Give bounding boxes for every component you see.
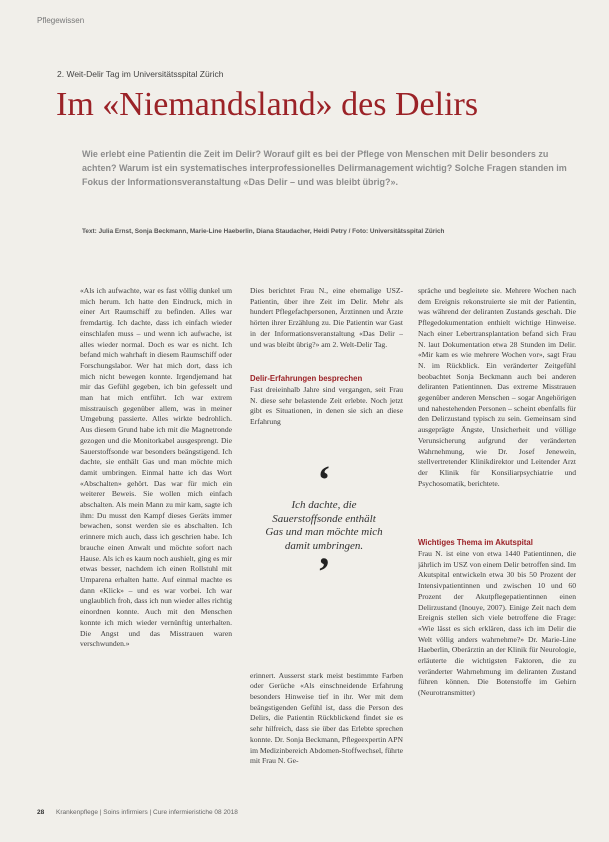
article-credits: Text: Julia Ernst, Sonja Beckmann, Marie-Line Haeberlin, Diana Staudacher, Heidi Petry / Foto: Universitätsspital Zürich: [82, 228, 445, 235]
section-subhead: Delir-Erfahrungen besprechen: [250, 374, 363, 383]
section-subhead: Wichtiges Thema im Akutspital: [418, 538, 533, 547]
page-number: 28: [37, 809, 45, 816]
article-kicker: 2. Weit-Delir Tag im Universitätsspital Zürich: [57, 69, 224, 79]
body-paragraph: spräche und begleitete sie. Mehrere Wochen nach dem Ereignis rekonstruierte sie mit der Patientin, was während der deliranten Zustands geschah. Die Pflegedokumentation enthielt wichtige Hinweise. Nach einer Lebertransplantation befand sich Frau N. laut Dokumentation etwa 28 Stunden im Delir. «Mir kam es wie mehrere Wochen vor», sagt Frau N. im Rückblick. Ein veränderter Zeitgefühl beobachtet Sonja Beckmann auch bei anderen deliranten Patientinnen. Das extreme Misstrauen gegenüber anderen Menschen – sogar Angehörigen und nahestehenden Personen – scheint ebenfalls für den Delirzustand typisch zu sein. Gemeinsam sind ausgeprägte Ängste, Unsicherheit und völlige Verunsicherung aufgrund der veränderten Wahrnehmung, wie Dr. Josef Jenewein, stellvertretender Klinikdirektor und Leitender Arzt der Klinik für Konsiliarpsychiatrie und Psychosomatik, berichtete.: [418, 286, 576, 488]
body-paragraph: Fast dreieinhalb Jahre sind vergangen, seit Frau N. diese sehr belastende Zeit erlebte. Noch jetzt gibt es Situationen, in denen sie sich an diese Erfahrung: [250, 385, 403, 427]
body-paragraph: Dies berichtet Frau N., eine ehemalige USZ-Patientin, über ihre Zeit im Delir. Mehr als hundert Pflegefachpersonen, Ärztinnen und Ärzte hörten ihrer Erzählung zu. Die Patientin war Gast in der Informationsveranstaltung «Das Delir – und was bleibt übrig?» am 2. Welt-Delir Tag.: [250, 286, 403, 349]
body-column-3: [418, 286, 576, 786]
close-quote-icon: ’: [317, 549, 331, 594]
article-lead: Wie erlebt eine Patientin die Zeit im Delir? Worauf gilt es bei der Pflege von Menschen mit Delir besonders zu achten? Warum ist ein systematisches interprofessionelles Delirmanagement wichtig? Solche Fragen standen im Fokus der Informationsveranstaltung «Das Delir – und was bleibt übrig?».: [82, 149, 567, 187]
open-quote-icon: ‘: [317, 457, 331, 502]
pull-quote-text: Ich dachte, die Sauerstoffsonde enthält Gas und man möchte mich damit umbringen.: [265, 499, 383, 552]
body-column-1: [80, 286, 232, 786]
pull-quote: [262, 457, 386, 594]
body-paragraph: erinnert. Ausserst stark meist bestimmte Farben oder Gerüche «Als einschneidende Erfahrung besonders Hinweise tief in ihr. Wer mit dem beängstigenden Gefühl ist, dass die Person des Delirs, die Patientin Rückblickend findet sie es sehr hilfreich, dass sie über das Erlebte sprechen konnte. Dr. Sonja Beckmann, Pflegeexpertin APN im Medizinbereich Abdomen-Stoffwechsel, führte mit Frau N. Ge-: [250, 670, 403, 766]
body-paragraph: Frau N. ist eine von etwa 1440 Patientinnen, die jährlich im USZ von einem Delir betroffen sind. Im Akutspital entwickeln etwa 30 bis 50 Prozent der Intensivpatientinnen und zwischen 10 und 60 Prozent der Akutpflegepatientinnen einen Delirzustand (Inouye, 2007). Einige Zeit nach dem Ereignis stellen sich viele betroffene die Frage: «Wie lässt es sich erklären, dass ich im Delir die Welt völlig anders wahrnehme?» Dr. Marie-Line Haeberlin, Oberärztin an der Klinik für Neurologie, erläuterte die wichtigsten Faktoren, die zu veränderter Wahrnehmung im deliranten Zustand führen können. Die Botenstoffe im Gehirn (Neurotransmitter): [418, 549, 576, 698]
body-paragraph: «Als ich aufwachte, war es fast völlig dunkel um mich herum. Ich hatte den Eindruck, mich in einer Art Raumschiff zu befinden. Alles war fremdartig. Ich dachte, dass ich einfach wieder einschlafen muss – und wenn ich aufwache, ist alles wieder normal. Doch es war es nicht. Ich befand mich wahrhaft in diesem Raumschiff oder Forschungslabor. Wer hat mich dort, dass ich mich nicht bewegen konnte. Irgendjemand hat mir das Gefühl gegeben, ich bin gefesselt und man hat mich entführt. Ich war extrem misstrauisch gegenüber allem, was in meiner Umgebung passierte. Alles wirkte bedrohlich. Aus diesem Grund habe ich mit die Magnetronde gezogen und die Monitorkabel ausgesprengt. Die Sauerstoffsonde war besonders beängstigend. Ich dachte, sie enthält Gas und man möchte mich damit umbringen. Einmal hatte ich das Wort «Abschalten» gehört. Das war für mich ein weiterer Beweis. Sie wollen mich einfach abschalten. Als mein Mann zu mir kam, sagte ich ihm: Du musst den Kampf dieses Geräts immer bewachen, sonst werden sie es abschalten. Ich erinnere mich auch, dass ich geschrien habe. Ich brauche einen Anwalt und möchte sofort nach Hause. Als ich es kaum noch aushielt, ging es mir etwas besser, nachdem ich einen Rollstuhl mit Umparena erhalten hatte. Auf einmal machte es dann «Klick» – und es war vorbei. Ich war unglaublich froh, dass ich nun wieder alles richtig einordnen konnte. Auch mit den Menschen konnte ich mich wieder vernünftig unterhalten. Die Angst und das Misstrauen waren verschwunden.»: [80, 286, 232, 649]
footer-text: Krankenpflege | Soins infirmiers | Cure infermieristiche 08 2018: [56, 809, 238, 816]
body-column-2: [250, 286, 403, 440]
body-column-2-bottom: [250, 663, 403, 783]
section-label: Pflegewissen: [37, 16, 85, 25]
page-footer: [37, 809, 238, 816]
article-headline: Im «Niemandsland» des Delirs: [56, 86, 479, 123]
